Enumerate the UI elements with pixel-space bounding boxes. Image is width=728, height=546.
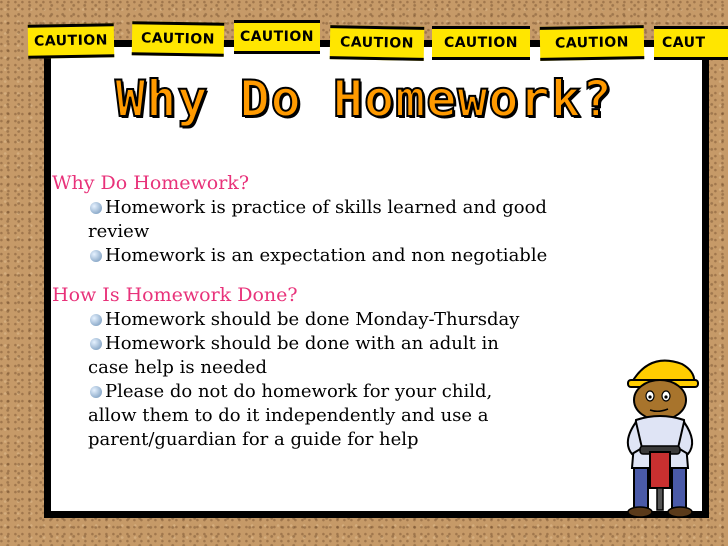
list-item: Homework is an expectation and non negotiable: [52, 244, 652, 268]
list-item: Homework is practice of skills learned and good: [52, 196, 652, 220]
caution-tape: CAUT: [654, 26, 728, 60]
bullet-dot-icon: [90, 338, 102, 350]
list-item: Please do not do homework for your child,: [52, 380, 652, 404]
bullet-dot-icon: [90, 314, 102, 326]
list-item-continuation: review: [88, 221, 150, 242]
caution-tape: CAUTION: [234, 20, 320, 54]
caution-tape: CAUTION: [540, 25, 645, 61]
bullet-dot-icon: [90, 250, 102, 262]
slide-content: [52, 170, 652, 452]
construction-worker-icon: [610, 350, 720, 520]
bullet-dot-icon: [90, 386, 102, 398]
list-item-continuation: case help is needed: [88, 357, 267, 378]
caution-tape: CAUTION: [432, 26, 530, 60]
list-item: Homework should be done Monday-Thursday: [52, 308, 652, 332]
caution-tape: CAUTION: [330, 25, 425, 61]
caution-tape: CAUTION: [28, 23, 115, 58]
section-heading-why: Why Do Homework?: [52, 172, 250, 194]
section-heading-how: How Is Homework Done?: [52, 284, 298, 306]
caution-tape-strip: [0, 16, 728, 66]
bullet-dot-icon: [90, 202, 102, 214]
list-item: Homework should be done with an adult in: [52, 332, 652, 356]
list-item-continuation: allow them to do it independently and use a: [88, 405, 489, 426]
page-title: Why Do Homework?: [115, 70, 613, 128]
caution-tape: CAUTION: [132, 21, 225, 57]
list-item-continuation: parent/guardian for a guide for help: [88, 429, 419, 450]
